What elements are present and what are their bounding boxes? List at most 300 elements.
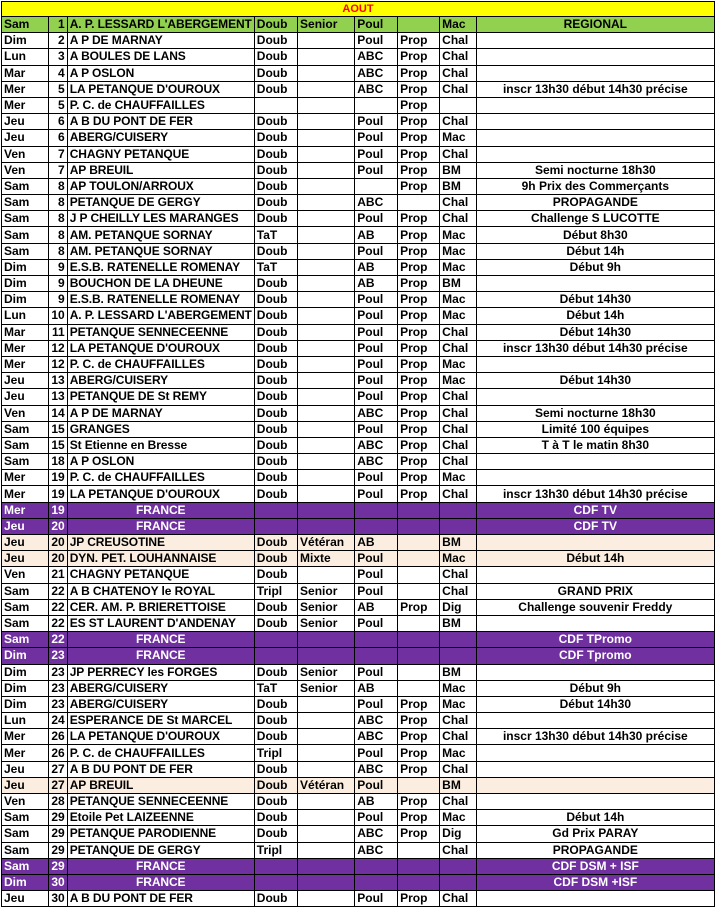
cell-group: BM <box>440 615 476 631</box>
cell-day: Mer <box>2 470 49 486</box>
cell-date: 23 <box>49 680 67 696</box>
cell-type: Doub <box>254 777 297 793</box>
cell-group: Chal <box>440 324 476 340</box>
table-row <box>2 454 715 470</box>
cell-poule: ABC <box>355 81 398 97</box>
cell-date: 23 <box>49 696 67 712</box>
cell-day: Mer <box>2 356 49 372</box>
table-row <box>2 421 715 437</box>
cell-day: Jeu <box>2 130 49 146</box>
cell-name: A BOULES DE LANS <box>67 49 254 65</box>
cell-prop <box>398 858 440 874</box>
cell-name: P. C. de CHAUFFAILLES <box>67 470 254 486</box>
cell-date: 22 <box>49 632 67 648</box>
cell-group: Chal <box>440 842 476 858</box>
cell-info: Gd Prix PARAY <box>476 826 714 842</box>
cell-category: Vétéran <box>298 535 355 551</box>
cell-poule: Poul <box>355 324 398 340</box>
cell-prop: Prop <box>398 891 440 907</box>
cell-category <box>298 502 355 518</box>
table-row <box>2 130 715 146</box>
cell-info: CDF TV <box>476 518 714 534</box>
cell-group: Chal <box>440 389 476 405</box>
cell-poule: Poul <box>355 33 398 49</box>
cell-info <box>476 454 714 470</box>
cell-name: AM. PETANQUE SORNAY <box>67 243 254 259</box>
cell-date: 23 <box>49 664 67 680</box>
cell-poule: ABC <box>355 842 398 858</box>
cell-group: Chal <box>440 583 476 599</box>
cell-poule: Poul <box>355 243 398 259</box>
header-prop <box>398 17 440 33</box>
table-row <box>2 259 715 275</box>
cell-type: Doub <box>254 195 297 211</box>
cell-poule: Poul <box>355 551 398 567</box>
cell-info: Semi nocturne 18h30 <box>476 405 714 421</box>
cell-poule: Poul <box>355 891 398 907</box>
cell-date: 8 <box>49 195 67 211</box>
cell-date: 8 <box>49 178 67 194</box>
cell-prop: Prop <box>398 389 440 405</box>
cell-type: Doub <box>254 470 297 486</box>
cell-info <box>476 33 714 49</box>
cell-poule: Poul <box>355 356 398 372</box>
cell-day: Ven <box>2 405 49 421</box>
table-row <box>2 195 715 211</box>
cell-type: Doub <box>254 761 297 777</box>
cell-name: AP TOULON/ARROUX <box>67 178 254 194</box>
cell-prop: Prop <box>398 356 440 372</box>
cell-name: FRANCE <box>67 518 254 534</box>
cell-prop: Prop <box>398 162 440 178</box>
table-row <box>2 567 715 583</box>
cell-info <box>476 535 714 551</box>
cell-poule: Poul <box>355 615 398 631</box>
cell-prop: Prop <box>398 437 440 453</box>
cell-date: 13 <box>49 389 67 405</box>
cell-category <box>298 130 355 146</box>
cell-name: DYN. PET. LOUHANNAISE <box>67 551 254 567</box>
cell-type: Doub <box>254 891 297 907</box>
cell-prop <box>398 648 440 664</box>
cell-poule: Poul <box>355 810 398 826</box>
cell-prop <box>398 842 440 858</box>
table-row <box>2 243 715 259</box>
cell-group <box>440 632 476 648</box>
cell-date: 6 <box>49 114 67 130</box>
cell-info: CDF Tpromo <box>476 648 714 664</box>
cell-poule: ABC <box>355 437 398 453</box>
cell-info <box>476 276 714 292</box>
cell-type: Doub <box>254 130 297 146</box>
cell-date: 24 <box>49 713 67 729</box>
table-row <box>2 81 715 97</box>
cell-category <box>298 486 355 502</box>
cell-date: 6 <box>49 130 67 146</box>
cell-category <box>298 33 355 49</box>
cell-name: A P OSLON <box>67 65 254 81</box>
table-row <box>2 826 715 842</box>
cell-category <box>298 518 355 534</box>
cell-date: 8 <box>49 211 67 227</box>
cell-category <box>298 97 355 113</box>
table-row <box>2 340 715 356</box>
cell-info: inscr 13h30 début 14h30 précise <box>476 340 714 356</box>
month-title-row <box>2 2 715 17</box>
cell-name: JP PERRECY les FORGES <box>67 664 254 680</box>
table-row <box>2 794 715 810</box>
cell-type <box>254 632 297 648</box>
header-name: A. P. LESSARD L'ABERGEMENT <box>67 17 254 33</box>
cell-date: 29 <box>49 826 67 842</box>
cell-type: TaT <box>254 259 297 275</box>
cell-info <box>476 761 714 777</box>
cell-name: JP CREUSOTINE <box>67 535 254 551</box>
cell-date: 30 <box>49 874 67 890</box>
cell-poule: Poul <box>355 211 398 227</box>
cell-name: AP BREUIL <box>67 777 254 793</box>
cell-poule: Poul <box>355 373 398 389</box>
cell-type <box>254 858 297 874</box>
cell-category: Senior <box>298 680 355 696</box>
table-row <box>2 648 715 664</box>
cell-type: Doub <box>254 713 297 729</box>
cell-date: 19 <box>49 502 67 518</box>
table-row <box>2 405 715 421</box>
cell-name: PETANQUE DE GERGY <box>67 842 254 858</box>
cell-type: Doub <box>254 486 297 502</box>
table-row <box>2 729 715 745</box>
cell-group: BM <box>440 777 476 793</box>
cell-category: Senior <box>298 615 355 631</box>
cell-day: Jeu <box>2 891 49 907</box>
cell-group: Chal <box>440 146 476 162</box>
cell-group: Mac <box>440 227 476 243</box>
cell-category <box>298 437 355 453</box>
cell-date: 5 <box>49 97 67 113</box>
cell-type: Doub <box>254 162 297 178</box>
cell-name: Etoile Pet LAIZEENNE <box>67 810 254 826</box>
cell-category <box>298 826 355 842</box>
cell-poule: ABC <box>355 195 398 211</box>
table-row <box>2 486 715 502</box>
cell-date: 15 <box>49 437 67 453</box>
cell-type: Doub <box>254 826 297 842</box>
cell-group: Chal <box>440 340 476 356</box>
cell-prop: Prop <box>398 227 440 243</box>
cell-category <box>298 373 355 389</box>
cell-category <box>298 745 355 761</box>
cell-name: E.S.B. RATENELLE ROMENAY <box>67 292 254 308</box>
cell-type: Doub <box>254 49 297 65</box>
cell-group <box>440 648 476 664</box>
cell-group: Chal <box>440 65 476 81</box>
cell-date: 2 <box>49 33 67 49</box>
cell-date: 3 <box>49 49 67 65</box>
cell-info: Début 14h <box>476 243 714 259</box>
cell-group: Chal <box>440 49 476 65</box>
cell-poule: Poul <box>355 696 398 712</box>
cell-type <box>254 97 297 113</box>
cell-prop: Prop <box>398 146 440 162</box>
cell-group: Chal <box>440 114 476 130</box>
cell-name: CHAGNY PETANQUE <box>67 567 254 583</box>
cell-name: FRANCE <box>67 632 254 648</box>
cell-type: Doub <box>254 340 297 356</box>
cell-type: Doub <box>254 276 297 292</box>
cell-day: Jeu <box>2 761 49 777</box>
table-row <box>2 777 715 793</box>
cell-group: Dig <box>440 599 476 615</box>
cell-date: 30 <box>49 891 67 907</box>
cell-name: AM. PETANQUE SORNAY <box>67 227 254 243</box>
cell-category: Senior <box>298 599 355 615</box>
table-row <box>2 276 715 292</box>
cell-group: Chal <box>440 454 476 470</box>
cell-day: Sam <box>2 632 49 648</box>
cell-category <box>298 162 355 178</box>
cell-date: 12 <box>49 356 67 372</box>
cell-group: Mac <box>440 130 476 146</box>
cell-poule: Poul <box>355 664 398 680</box>
cell-name: A B DU PONT DE FER <box>67 891 254 907</box>
cell-name: ABERG/CUISERY <box>67 130 254 146</box>
cell-type: Doub <box>254 308 297 324</box>
cell-info <box>476 146 714 162</box>
cell-type <box>254 502 297 518</box>
table-row <box>2 745 715 761</box>
cell-poule: ABC <box>355 49 398 65</box>
cell-type: Doub <box>254 551 297 567</box>
cell-date: 15 <box>49 421 67 437</box>
table-row <box>2 437 715 453</box>
header-info: REGIONAL <box>476 17 714 33</box>
cell-poule: ABC <box>355 713 398 729</box>
cell-category <box>298 340 355 356</box>
cell-date: 22 <box>49 583 67 599</box>
cell-info: 9h Prix des Commerçants <box>476 178 714 194</box>
cell-poule: Poul <box>355 777 398 793</box>
table-row <box>2 292 715 308</box>
cell-date: 9 <box>49 276 67 292</box>
cell-category <box>298 259 355 275</box>
cell-type: Tripl <box>254 583 297 599</box>
cell-type: Doub <box>254 421 297 437</box>
cell-info <box>476 49 714 65</box>
cell-name: ESPERANCE DE St MARCEL <box>67 713 254 729</box>
cell-prop: Prop <box>398 405 440 421</box>
cell-name: CER. AM. P. BRIERETTOISE <box>67 599 254 615</box>
table-row <box>2 518 715 534</box>
cell-category <box>298 454 355 470</box>
cell-day: Sam <box>2 615 49 631</box>
cell-info: Début 14h <box>476 810 714 826</box>
cell-name: BOUCHON DE LA DHEUNE <box>67 276 254 292</box>
cell-category <box>298 324 355 340</box>
cell-poule <box>355 632 398 648</box>
cell-prop <box>398 583 440 599</box>
cell-date: 13 <box>49 373 67 389</box>
cell-category <box>298 65 355 81</box>
cell-category <box>298 292 355 308</box>
cell-name: St Etienne en Bresse <box>67 437 254 453</box>
cell-date: 23 <box>49 648 67 664</box>
cell-category <box>298 810 355 826</box>
cell-info <box>476 356 714 372</box>
table-row <box>2 713 715 729</box>
cell-poule: AB <box>355 259 398 275</box>
cell-info <box>476 567 714 583</box>
cell-poule <box>355 648 398 664</box>
cell-day: Dim <box>2 680 49 696</box>
cell-day: Jeu <box>2 518 49 534</box>
cell-name: LA PETANQUE D'OUROUX <box>67 340 254 356</box>
cell-day: Jeu <box>2 373 49 389</box>
cell-info: CDF TV <box>476 502 714 518</box>
cell-poule: Poul <box>355 162 398 178</box>
table-row <box>2 324 715 340</box>
cell-prop: Prop <box>398 340 440 356</box>
cell-date: 7 <box>49 146 67 162</box>
table-row <box>2 65 715 81</box>
cell-date: 19 <box>49 470 67 486</box>
cell-category <box>298 405 355 421</box>
cell-prop <box>398 195 440 211</box>
cell-day: Dim <box>2 259 49 275</box>
cell-category <box>298 227 355 243</box>
cell-prop: Prop <box>398 486 440 502</box>
table-row <box>2 891 715 907</box>
cell-group: Chal <box>440 33 476 49</box>
table-row <box>2 858 715 874</box>
cell-group <box>440 874 476 890</box>
cell-prop: Prop <box>398 713 440 729</box>
cell-day: Jeu <box>2 535 49 551</box>
cell-date: 20 <box>49 518 67 534</box>
cell-day: Sam <box>2 583 49 599</box>
cell-info <box>476 65 714 81</box>
cell-date: 9 <box>49 259 67 275</box>
cell-prop <box>398 551 440 567</box>
cell-name: P. C. de CHAUFFAILLES <box>67 745 254 761</box>
cell-group: Dig <box>440 826 476 842</box>
cell-prop: Prop <box>398 745 440 761</box>
cell-type: Doub <box>254 81 297 97</box>
cell-type: Doub <box>254 567 297 583</box>
cell-category <box>298 421 355 437</box>
cell-date: 26 <box>49 729 67 745</box>
cell-group: Mac <box>440 470 476 486</box>
cell-type: Doub <box>254 356 297 372</box>
month-title: AOUT <box>2 2 715 17</box>
cell-group: BM <box>440 162 476 178</box>
cell-type: Doub <box>254 599 297 615</box>
cell-poule: ABC <box>355 826 398 842</box>
cell-category <box>298 114 355 130</box>
cell-date: 27 <box>49 777 67 793</box>
cell-poule: Poul <box>355 130 398 146</box>
cell-name: PETANQUE DE St REMY <box>67 389 254 405</box>
cell-category <box>298 356 355 372</box>
table-row <box>2 583 715 599</box>
cell-day: Dim <box>2 696 49 712</box>
cell-name: FRANCE <box>67 648 254 664</box>
cell-category <box>298 470 355 486</box>
cell-prop <box>398 874 440 890</box>
table-row <box>2 810 715 826</box>
cell-category: Senior <box>298 583 355 599</box>
cell-category <box>298 891 355 907</box>
cell-category <box>298 243 355 259</box>
cell-prop: Prop <box>398 49 440 65</box>
cell-day: Ven <box>2 146 49 162</box>
cell-poule: Poul <box>355 114 398 130</box>
table-row <box>2 389 715 405</box>
cell-poule: ABC <box>355 65 398 81</box>
cell-name: A P DE MARNAY <box>67 405 254 421</box>
cell-info: PROPAGANDE <box>476 195 714 211</box>
cell-date: 9 <box>49 292 67 308</box>
cell-date: 22 <box>49 615 67 631</box>
cell-date: 20 <box>49 551 67 567</box>
cell-day: Sam <box>2 227 49 243</box>
cell-day: Dim <box>2 276 49 292</box>
cell-group: Mac <box>440 745 476 761</box>
cell-category <box>298 178 355 194</box>
cell-name: CHAGNY PETANQUE <box>67 146 254 162</box>
cell-date: 14 <box>49 405 67 421</box>
cell-category <box>298 794 355 810</box>
cell-prop: Prop <box>398 114 440 130</box>
cell-poule: AB <box>355 680 398 696</box>
cell-day: Sam <box>2 858 49 874</box>
cell-name: A B CHATENOY le ROYAL <box>67 583 254 599</box>
cell-name: PETANQUE PARODIENNE <box>67 826 254 842</box>
cell-day: Ven <box>2 794 49 810</box>
cell-day: Mer <box>2 486 49 502</box>
cell-category <box>298 567 355 583</box>
cell-name: FRANCE <box>67 858 254 874</box>
cell-prop: Prop <box>398 826 440 842</box>
cell-group: BM <box>440 276 476 292</box>
cell-poule <box>355 502 398 518</box>
cell-group: Chal <box>440 405 476 421</box>
cell-category <box>298 49 355 65</box>
cell-type <box>254 518 297 534</box>
cell-category <box>298 842 355 858</box>
cell-prop: Prop <box>398 696 440 712</box>
cell-prop: Prop <box>398 33 440 49</box>
cell-day: Dim <box>2 874 49 890</box>
cell-prop: Prop <box>398 292 440 308</box>
cell-info: Challenge S LUCOTTE <box>476 211 714 227</box>
cell-prop: Prop <box>398 178 440 194</box>
header-row <box>2 17 715 33</box>
cell-info: Début 8h30 <box>476 227 714 243</box>
cell-poule: AB <box>355 794 398 810</box>
cell-info <box>476 470 714 486</box>
cell-prop <box>398 632 440 648</box>
table-row <box>2 842 715 858</box>
cell-group: Mac <box>440 292 476 308</box>
cell-group: Chal <box>440 211 476 227</box>
cell-name: A B DU PONT DE FER <box>67 761 254 777</box>
cell-group: BM <box>440 178 476 194</box>
cell-poule <box>355 178 398 194</box>
cell-group: Mac <box>440 308 476 324</box>
cell-info: Challenge souvenir Freddy <box>476 599 714 615</box>
cell-poule: Poul <box>355 745 398 761</box>
